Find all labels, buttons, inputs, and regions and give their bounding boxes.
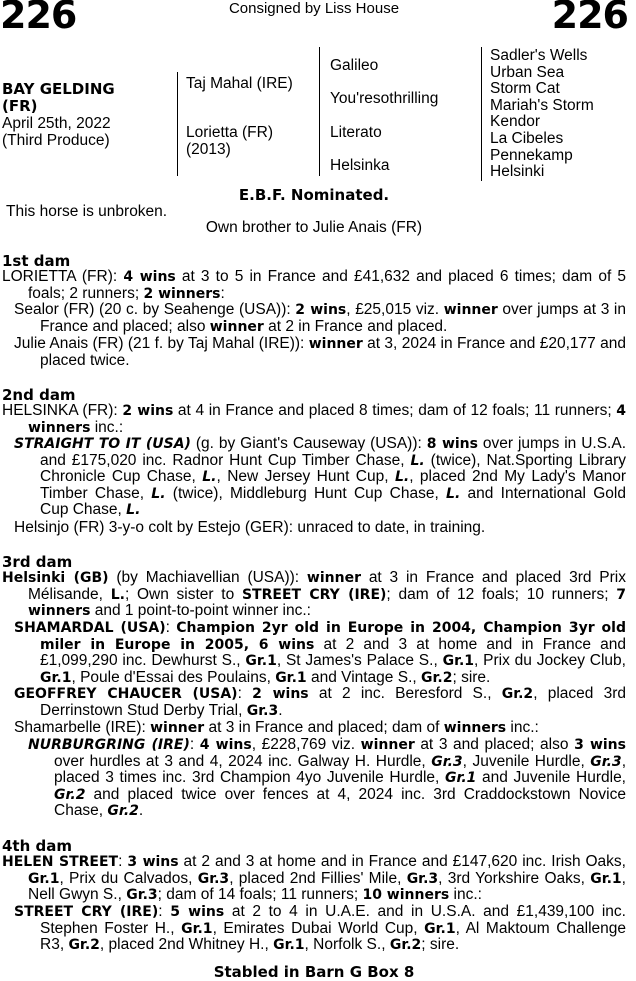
horse-name: NURBURGRING (IRE) (28, 737, 190, 753)
grade-tag: Gr.1 (444, 770, 477, 787)
text: . (138, 802, 144, 820)
winner: winner (150, 720, 205, 736)
second-dam-entry (2, 403, 626, 436)
pedigree-gen4-1: Urban Sea (490, 63, 565, 81)
text: : (165, 619, 177, 636)
winners: 10 winners (362, 887, 450, 904)
listed-tag: L. (410, 452, 425, 469)
text: at 4 in France and placed 8 times; dam of 12 foals; 11 runners; (173, 402, 617, 419)
grade-tag: Gr.2 (420, 669, 453, 686)
second-dam-runner-2: Helsinjo (FR) 3-y-o colt by Estejo (GER): unraced to date, in training. (14, 519, 486, 536)
grade-tag: Gr.2 (389, 937, 422, 954)
grade-tag: Gr.3 (431, 753, 463, 770)
grade-tag: Gr.1 (590, 870, 622, 887)
text: and Vintage S., (306, 668, 421, 686)
pedigree-gen4-5: La Cibeles (490, 129, 564, 147)
text: ; dam of 14 foals; 11 runners; (157, 886, 363, 904)
text: , Al Maktoum Challenge R3, (40, 919, 626, 954)
text: , Nell Gwyn S., (28, 869, 626, 904)
consignor: Consigned by Liss House (228, 0, 400, 17)
text: : (158, 903, 171, 920)
text: , Norfolk S., (304, 936, 390, 954)
text: at 2 inc. Beresford S., (308, 685, 502, 702)
foaling-date: April 25th, 2022 (2, 115, 111, 132)
text: ; dam of 12 foals; 10 runners; (386, 585, 617, 603)
text: , Poule d'Essai des Poulains, (71, 668, 276, 686)
text: , £25,015 viz. (346, 301, 444, 318)
grade-tag: Gr.3 (197, 870, 230, 887)
text: over jumps at 3 in France and placed; also (40, 301, 626, 335)
pedigree-gen3-2: Literato (330, 124, 382, 141)
pedigree-gen4-2: Storm Cat (490, 80, 560, 98)
grade-tag: Gr.1 (28, 870, 60, 887)
pedigree-gen3-0: Galileo (330, 57, 379, 74)
dam-name: HELEN STREET (2, 854, 119, 870)
grade-tag: Gr.1 (181, 920, 213, 937)
lot-number-left: 226 (0, 0, 77, 37)
winner: winner (443, 302, 498, 318)
grade-tag: Gr.2 (501, 686, 534, 702)
wins: 8 wins (426, 436, 478, 452)
winner: winner (360, 737, 415, 753)
text: Julie Anais (FR) (21 f. by Taj Mahal (IRE)): (14, 335, 309, 352)
pedigree-gen3-3: Helsinka (330, 157, 390, 174)
first-dam-runner-1 (14, 302, 626, 335)
dam-name: Helsinki (GB) (2, 570, 109, 586)
text: (g. by Giant's Causeway (USA)): (190, 435, 427, 452)
text: : (220, 284, 225, 302)
pedigree-gen4-3: Mariah's Storm (490, 96, 594, 114)
listed-tag: L. (151, 485, 166, 502)
text: , Juvenile Hurdle, (462, 752, 591, 770)
grade-tag: Gr.3 (246, 702, 279, 719)
text: . (278, 701, 283, 719)
third-dam-runner-3 (14, 720, 626, 737)
horse-description (2, 81, 115, 149)
grade-tag: Gr.1 (442, 653, 475, 670)
grade-tag: Gr.1 (424, 920, 456, 937)
text: and 1 point-to-point winner inc.: (90, 602, 311, 620)
pedigree-gen4-0: Sadler's Wells (490, 47, 588, 64)
third-dam-runner-4 (28, 737, 626, 820)
pedigree-sire: Taj Mahal (IRE) (186, 75, 293, 92)
stabled-note: Stabled in Barn G Box 8 (213, 963, 415, 981)
wins: 5 wins (170, 904, 225, 920)
winners: 4 winners (28, 403, 626, 436)
text: at 2 to 4 in U.A.E. and in U.S.A. and £1,439,100 inc. Stephen Foster H., (40, 903, 626, 937)
third-dam-runner-1 (14, 620, 626, 686)
winners: 7 winners (28, 586, 626, 620)
horse-sex: BAY GELDING (2, 80, 115, 98)
listed-tag: L. (394, 469, 410, 486)
text: inc.: (449, 886, 482, 904)
pedigree-dam-year: (2013) (186, 141, 231, 158)
grade-tag: Gr.2 (54, 786, 86, 803)
text: and placed twice over fences at 4, 2024 inc. 3rd Craddockstown Novice Chase, (54, 785, 626, 820)
horse-name: STREET CRY (IRE) (14, 904, 159, 920)
text: ; sire. (421, 936, 460, 954)
lot-number-right: 226 (551, 0, 628, 37)
unbroken-note: This horse is unbroken. (6, 203, 168, 220)
wins: 3 wins (127, 854, 179, 870)
produce-number: (Third Produce) (2, 132, 110, 149)
text: (by Machiavellian (USA)): (108, 569, 307, 586)
text: , Emirates Dubai World Cup, (212, 919, 425, 937)
listed-tag: L. (446, 485, 461, 502)
text: ; sire. (452, 668, 491, 686)
horse-sex-country: (FR) (2, 97, 38, 115)
text: , 3rd Yorkshire Oaks, (438, 869, 591, 887)
text: Sealor (FR) (20 c. by Seahenge (USA)): (14, 301, 296, 318)
text: and Juvenile Hurdle, (476, 769, 626, 787)
wins: 3 wins (574, 737, 626, 753)
third-dam-heading: 3rd dam (2, 553, 73, 571)
text: , Prix du Calvados, (59, 869, 198, 887)
dam-name: HELSINKA (FR): (2, 402, 123, 419)
text: over hurdles at 3 and 4, 2024 inc. Galway H. Hurdle, (54, 752, 432, 770)
text: , placed 2nd Whitney H., (99, 936, 274, 954)
third-dam-runner-2 (14, 686, 626, 719)
text: , £228,769 viz. (251, 736, 361, 753)
grade-tag: Gr.1 (40, 669, 72, 686)
brother-note: Own brother to Julie Anais (FR) (205, 219, 423, 236)
winner: winner (306, 570, 361, 586)
listed-tag: L. (110, 586, 125, 603)
first-dam-heading: 1st dam (2, 252, 71, 270)
text: , placed 2nd My Lady's Manor Timber Chase, (40, 468, 626, 502)
grade-tag: Gr.2 (107, 803, 139, 820)
text: , St James's Palace S., (276, 652, 443, 670)
text: at 3 in France and placed 3rd Prix Mélisande, (28, 569, 626, 603)
first-dam-runner-2 (14, 336, 626, 369)
text: at 3, 2024 in France and £20,177 and placed twice. (40, 335, 626, 369)
text: , Prix du Jockey Club, (474, 652, 626, 670)
pedigree-gen4-7: Helsinki (490, 163, 545, 181)
pedigree-line-2 (319, 47, 320, 176)
second-dam-heading: 2nd dam (2, 386, 76, 404)
winner: winner (209, 318, 264, 335)
text: at 2 and 3 at home and in France and £147,620 inc. Irish Oaks, (178, 853, 626, 870)
grade-tag: Gr.1 (275, 669, 307, 686)
ebf-nominated: E.B.F. Nominated. (238, 186, 390, 204)
wins: 4 wins (199, 737, 252, 753)
text: at 3 and placed; also (414, 736, 575, 753)
fourth-dam-entry (2, 854, 626, 904)
horse-name: SHAMARDAL (USA) (14, 620, 166, 636)
dam-name: LORIETTA (FR): (2, 268, 124, 285)
winners: winners (443, 720, 507, 736)
first-dam-entry (2, 269, 626, 302)
text: at 3 in France and placed; dam of (204, 719, 444, 736)
text: , placed 2nd Fillies' Mile, (229, 869, 407, 887)
second-dam-runner-1 (14, 436, 626, 519)
text: over jumps in U.S.A. and £175,020 inc. Radnor Hunt Cup Timber Chase, (40, 435, 626, 469)
text: inc.: (90, 418, 124, 436)
pedigree-gen4-4: Kendor (490, 113, 540, 131)
text: ; Own sister to (124, 585, 242, 603)
text: : (118, 853, 128, 870)
text: : (237, 685, 253, 702)
pedigree-gen4 (490, 48, 594, 181)
horse-name: STRAIGHT TO IT (USA) (14, 436, 191, 452)
text: , New Jersey Hunt Cup, (216, 468, 395, 486)
pedigree-gen4-6: Pennekamp (490, 146, 573, 164)
horse-name: STREET CRY (IRE) (241, 586, 387, 603)
grade-tag: Gr.3 (590, 753, 622, 770)
wins: 4 wins (123, 269, 176, 285)
fourth-dam-heading: 4th dam (2, 837, 72, 855)
third-dam-entry (2, 570, 626, 620)
text: and International Gold Cup Chase, (40, 484, 626, 519)
wins: 2 wins (252, 686, 309, 702)
text: at 3 to 5 in France and £41,632 and placed 6 times; dam of 5 foals; 2 runners; (28, 268, 626, 302)
champion-text: Champion 2yr old in Europe in 2004, Champion 3yr old miler in Europe in 2005, 6 wins (40, 620, 626, 653)
grade-tag: Gr.3 (126, 887, 158, 904)
text: at 2 and 3 at home and in France and £1,099,290 inc. Dewhurst S., (40, 635, 626, 670)
text: : (189, 736, 200, 753)
text: (twice), Middleburg Hunt Cup Chase, (165, 484, 447, 502)
pedigree-line-3 (481, 47, 482, 181)
horse-name: GEOFFREY CHAUCER (USA) (14, 686, 238, 702)
grade-tag: Gr.1 (245, 653, 277, 670)
listed-tag: L. (126, 502, 141, 519)
fourth-dam-runner-1 (14, 904, 626, 954)
grade-tag: Gr.2 (68, 937, 100, 954)
text: Shamarbelle (IRE): (14, 719, 151, 736)
text: at 2 in France and placed. (263, 317, 448, 335)
grade-tag: Gr.3 (406, 870, 439, 887)
listed-tag: L. (202, 469, 217, 486)
text: inc.: (506, 719, 539, 736)
pedigree-gen3-1: You'resothrilling (330, 90, 439, 107)
text: , placed 3rd Derrinstown Stud Derby Trial, (40, 685, 626, 719)
wins: 2 wins (295, 302, 347, 318)
wins: 2 wins (122, 403, 174, 419)
pedigree-dam: Lorietta (FR) (186, 124, 273, 141)
pedigree-line-1 (177, 72, 178, 176)
winner: winner (308, 336, 363, 352)
text: , placed 3 times inc. 3rd Champion 4yo Juvenile Hurdle, (54, 752, 626, 787)
grade-tag: Gr.1 (273, 937, 305, 954)
winners: 2 winners (143, 285, 221, 302)
text: (twice), Nat.Sporting Library Chronicle Cup Chase, (40, 451, 626, 486)
